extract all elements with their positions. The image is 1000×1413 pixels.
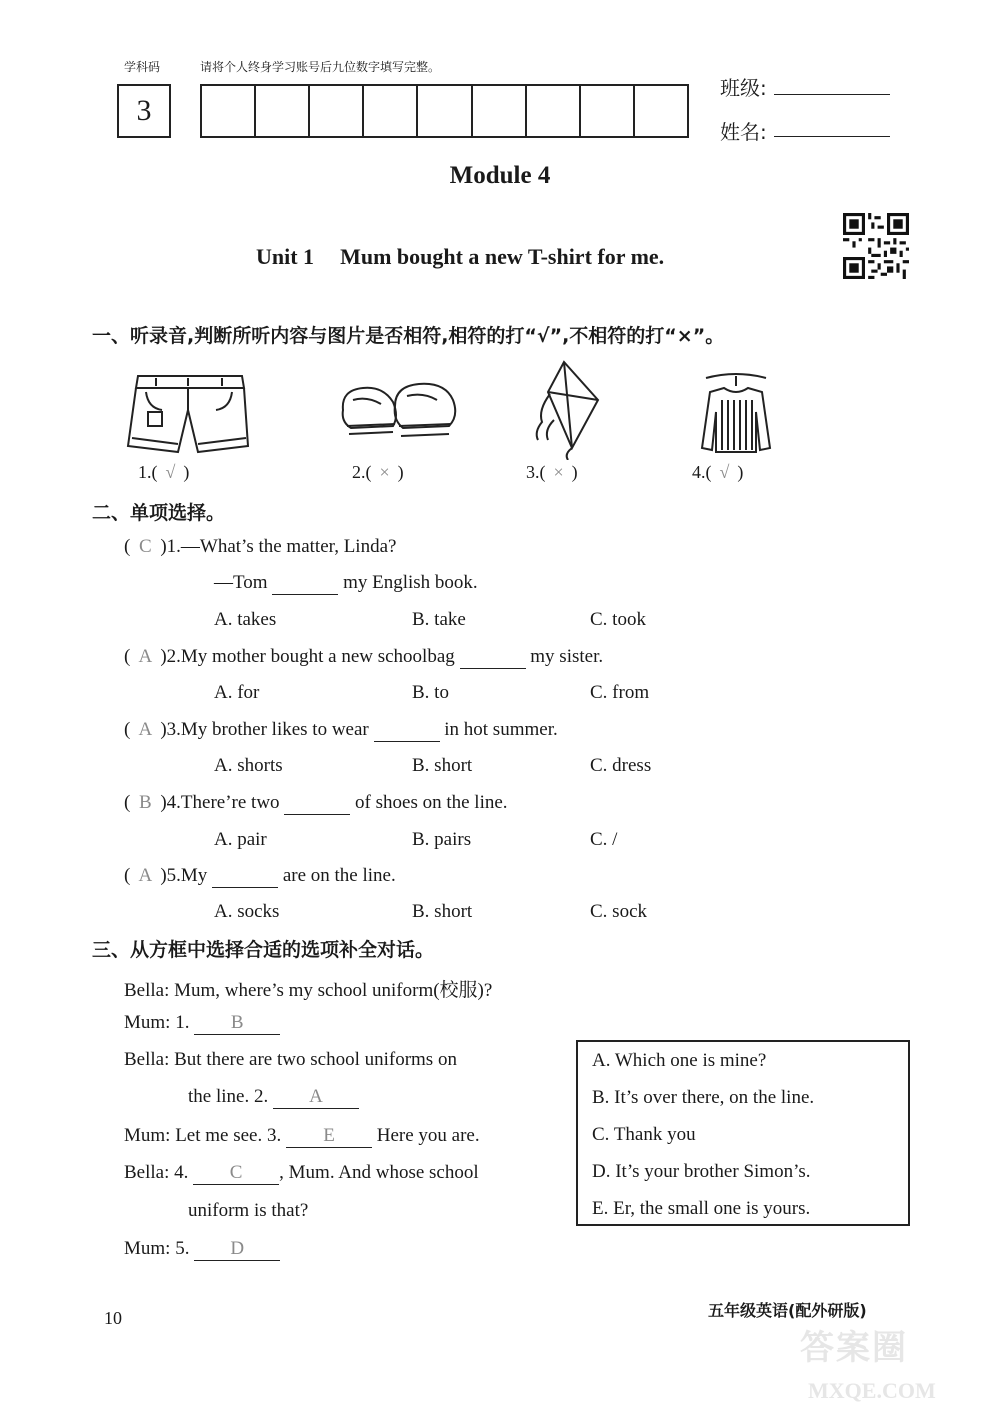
option: C. /	[590, 829, 618, 850]
section3-title: 三、从方框中选择合适的选项补全对话。	[92, 939, 435, 961]
watermark-logo: 答案圈	[800, 1328, 908, 1368]
digit-box[interactable]	[581, 86, 635, 136]
option: C. from	[590, 682, 650, 703]
name-field[interactable]	[774, 136, 890, 137]
class-label: 班级:	[720, 76, 767, 100]
dialogue-text: Mum: 5.	[124, 1238, 190, 1259]
option: B. pairs	[412, 829, 472, 850]
answer-blank[interactable]: A	[273, 1086, 359, 1109]
item-number: 1.	[138, 462, 152, 482]
question-number: 2.	[166, 646, 181, 667]
dialogue-line: Bella: Mum, where’s my school uniform(校服)?	[124, 980, 493, 1001]
answer-mark: ×	[553, 462, 564, 482]
item-number: 2.	[352, 462, 366, 482]
question-text: in hot summer.	[444, 719, 558, 740]
item-number: 4.	[692, 462, 706, 482]
answer-blank[interactable]	[374, 719, 440, 742]
answer-blank[interactable]: C	[193, 1162, 279, 1185]
page-number: 10	[104, 1308, 122, 1328]
answer-mark: C	[138, 536, 152, 557]
dialogue-text: Bella: 4.	[124, 1162, 189, 1183]
option: C. dress	[590, 755, 652, 776]
answer-blank[interactable]	[460, 646, 526, 669]
question-2: ( A )2.My mother bought a new schoolbag my sister.	[124, 646, 604, 667]
dialogue-text: Mum: Let me see. 3.	[124, 1125, 282, 1146]
answer-blank[interactable]	[272, 572, 338, 595]
instruction-text: 请将个人终身学习账号后九位数字填写完整。	[200, 60, 441, 74]
option: B. take	[412, 609, 466, 630]
dialogue-text: the line. 2.	[188, 1086, 269, 1107]
subject-code-box: 3	[117, 84, 171, 138]
picture-item-3: 3.( × )	[526, 462, 578, 482]
answer-mark: A	[138, 646, 153, 667]
box-option: A. Which one is mine?	[592, 1050, 767, 1071]
question-3: ( A )3.My brother likes to wear in hot summer.	[124, 719, 558, 740]
question-number: 3.	[166, 719, 181, 740]
answer-blank[interactable]	[284, 792, 350, 815]
picture-item-2: 2.( × )	[352, 462, 404, 482]
kite-icon	[530, 360, 604, 460]
question-text: my sister.	[530, 646, 604, 667]
subject-code-label: 学科码	[124, 60, 161, 74]
digit-box[interactable]	[310, 86, 364, 136]
question-1-line2	[214, 572, 478, 595]
module-title: Module 4	[449, 162, 551, 189]
answer-blank[interactable]: D	[194, 1238, 280, 1261]
answer-mark: B	[138, 792, 152, 813]
digit-box[interactable]	[418, 86, 472, 136]
answer-mark: A	[138, 865, 153, 886]
option: A. shorts	[214, 755, 283, 776]
option: B. to	[412, 682, 449, 703]
answer-blank[interactable]: B	[194, 1012, 280, 1035]
box-option: B. It’s over there, on the line.	[592, 1087, 815, 1108]
shorts-icon	[126, 372, 252, 456]
dialogue-line	[188, 1086, 359, 1109]
option: B. short	[412, 901, 473, 922]
picture-item-1: 1.( √ )	[138, 462, 190, 482]
name-label: 姓名:	[720, 120, 767, 144]
box-option: D. It’s your brother Simon’s.	[592, 1161, 811, 1182]
question-text: My	[180, 865, 208, 886]
digit-box[interactable]	[473, 86, 527, 136]
item-number: 3.	[526, 462, 540, 482]
digit-box[interactable]	[256, 86, 310, 136]
question-text: There’re two	[180, 792, 280, 813]
account-digit-boxes[interactable]	[200, 84, 689, 138]
answer-mark: √	[165, 462, 176, 482]
unit-number: Unit 1	[256, 244, 315, 269]
option: A. pair	[214, 829, 267, 850]
question-number: 4.	[166, 792, 181, 813]
question-number: 5.	[166, 865, 181, 886]
question-text: —What’s the matter, Linda?	[180, 536, 397, 557]
dialogue-text: Mum: 1.	[124, 1012, 190, 1033]
option: C. sock	[590, 901, 647, 922]
box-option: E. Er, the small one is yours.	[592, 1198, 811, 1219]
dialogue-line	[124, 1162, 479, 1185]
question-1: ( C )1.—What’s the matter, Linda?	[124, 536, 397, 557]
qr-code-icon	[843, 213, 909, 279]
answer-mark: ×	[379, 462, 390, 482]
section2-title: 二、单项选择。	[92, 502, 226, 524]
answer-mark: A	[138, 719, 153, 740]
option: A. socks	[214, 901, 280, 922]
book-title: 五年级英语(配外研版)	[708, 1301, 867, 1320]
section1-title: 一、听录音,判断所听内容与图片是否相符,相符的打“√”,不相符的打“×”。	[92, 325, 725, 347]
option: A. for	[214, 682, 260, 703]
dialogue-line	[124, 1125, 480, 1148]
answer-blank[interactable]: E	[286, 1125, 372, 1148]
question-text: My mother bought a new schoolbag	[180, 646, 455, 667]
box-option: C. Thank you	[592, 1124, 696, 1145]
question-text: are on the line.	[282, 865, 396, 886]
options-box	[576, 1040, 910, 1226]
answer-blank[interactable]	[212, 865, 278, 888]
question-text: My brother likes to wear	[180, 719, 369, 740]
class-field[interactable]	[774, 94, 890, 95]
sweater-icon	[700, 372, 772, 458]
watermark-url: MXQE.COM	[808, 1378, 936, 1403]
option: A. takes	[214, 609, 277, 630]
picture-item-4: 4.( √ )	[692, 462, 744, 482]
shoes-icon	[337, 376, 459, 442]
question-text: of shoes on the line.	[355, 792, 508, 813]
dialogue-line: Bella: But there are two school uniforms on	[124, 1049, 457, 1070]
unit-name: Mum bought a new T-shirt for me.	[340, 244, 665, 269]
digit-box[interactable]	[527, 86, 581, 136]
dialogue-line: uniform is that?	[188, 1200, 309, 1221]
question-text: —Tom	[214, 572, 268, 593]
dialogue-line	[124, 1238, 280, 1261]
digit-box[interactable]	[635, 86, 687, 136]
digit-box[interactable]	[202, 86, 256, 136]
question-4: ( B )4.There’re two of shoes on the line.	[124, 792, 508, 813]
option: B. short	[412, 755, 473, 776]
answer-mark: √	[719, 462, 730, 482]
question-5: ( A )5.My are on the line.	[124, 865, 396, 886]
question-number: 1.	[166, 536, 181, 557]
digit-box[interactable]	[364, 86, 418, 136]
unit-title	[256, 244, 664, 270]
dialogue-text: , Mum. And whose school	[279, 1162, 479, 1183]
question-text: my English book.	[343, 572, 478, 593]
dialogue-text: Here you are.	[376, 1125, 480, 1146]
dialogue-line	[124, 1012, 280, 1035]
option: C. took	[590, 609, 646, 630]
